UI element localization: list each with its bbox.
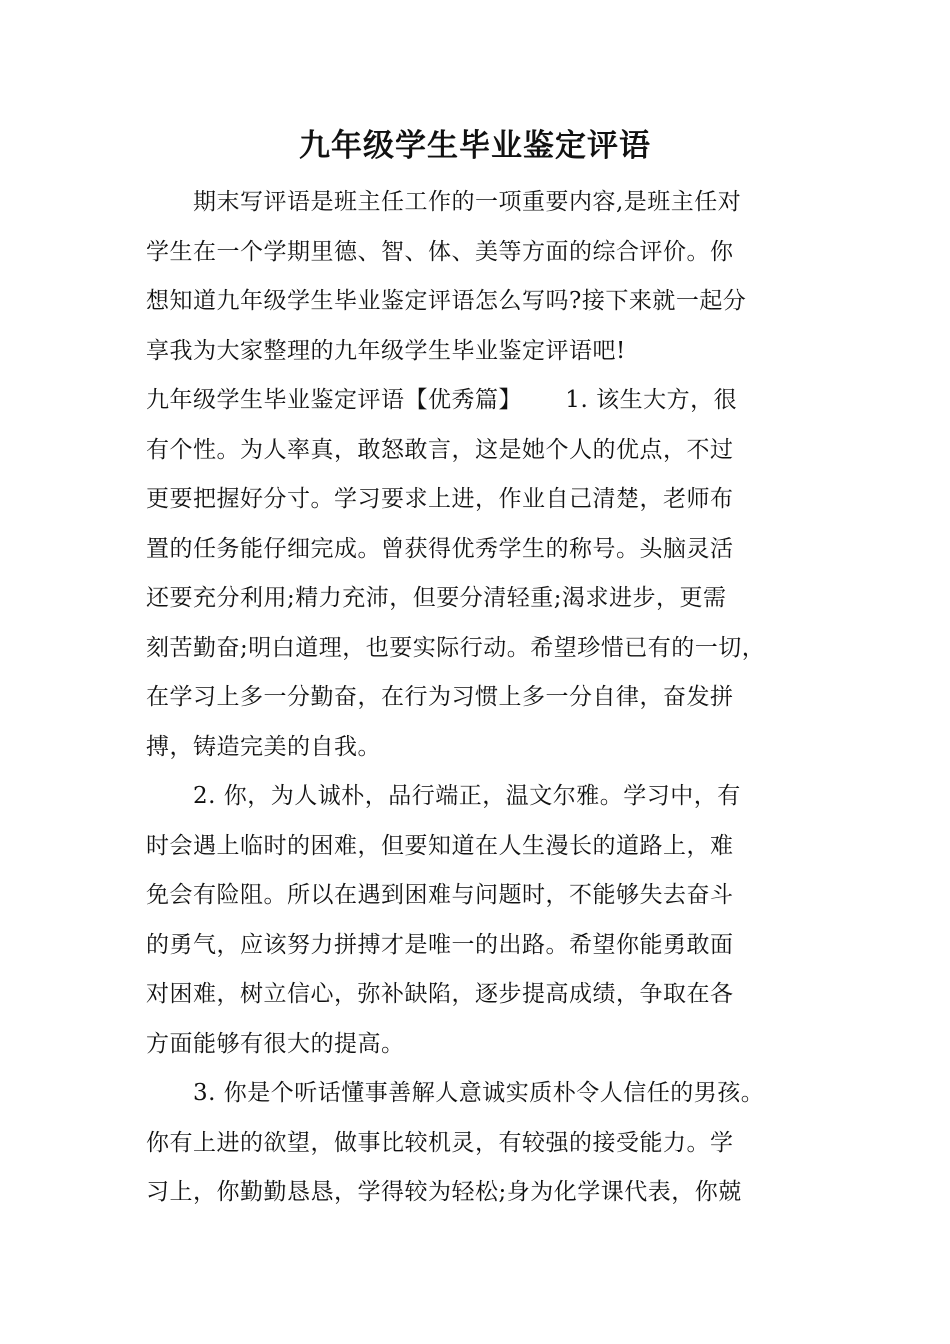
text-line: 搏，铸造完美的自我。 — [146, 733, 381, 760]
text-line: 时会遇上临时的困难，但要知道在人生漫长的道路上，难 — [146, 832, 734, 859]
text-line: 2. 你，为人诚朴，品行端正，温文尔雅。学习中，有 — [146, 783, 741, 809]
document-title: 九年级学生毕业鉴定评语 — [299, 128, 651, 164]
text-line: 更要把握好分寸。学习要求上进，作业自己清楚，老师布 — [146, 486, 734, 512]
text-line: 你有上进的欲望，做事比较机灵，有较强的接受能力。学 — [146, 1129, 734, 1156]
text-line: 置的任务能仔细完成。曾获得优秀学生的称号。头脑灵活 — [146, 535, 734, 562]
text-line: 3. 你是个听话懂事善解人意诚实质朴令人信任的男孩。 — [146, 1080, 765, 1106]
text-line: 免会有险阻。所以在遇到困难与问题时，不能够失去奋斗 — [146, 882, 734, 908]
document-body — [146, 178, 826, 1218]
text-line: 期末写评语是班主任工作的一项重要内容,是班主任对 — [146, 189, 742, 215]
text-line: 对困难，树立信心，弥补缺陷，逐步提高成绩，争取在各 — [146, 981, 734, 1007]
text-line: 习上，你勤勤恳恳，学得较为轻松;身为化学课代表，你兢 — [146, 1179, 742, 1205]
text-line: 的勇气，应该努力拼搏才是唯一的出路。希望你能勇敢面 — [146, 931, 734, 958]
text-line: 想知道九年级学生毕业鉴定评语怎么写吗?接下来就一起分 — [146, 288, 747, 314]
text-line: 还要充分利用;精力充沛，但要分清轻重;渴求进步，更需 — [146, 585, 727, 611]
text-line: 方面能够有很大的提高。 — [146, 1030, 405, 1057]
text-line: 有个性。为人率真，敢怒敢言，这是她个人的优点，不过 — [146, 436, 734, 463]
text-line: 九年级学生毕业鉴定评语【优秀篇】 1. 该生大方，很 — [146, 387, 738, 413]
text-line: 学生在一个学期里德、智、体、美等方面的综合评价。你 — [146, 238, 734, 265]
text-line: 享我为大家整理的九年级学生毕业鉴定评语吧! — [146, 337, 626, 364]
text-line: 刻苦勤奋;明白道理，也要实际行动。希望珍惜已有的一切， — [146, 634, 766, 661]
text-line: 在学习上多一分勤奋，在行为习惯上多一分自律，奋发拼 — [146, 684, 734, 710]
